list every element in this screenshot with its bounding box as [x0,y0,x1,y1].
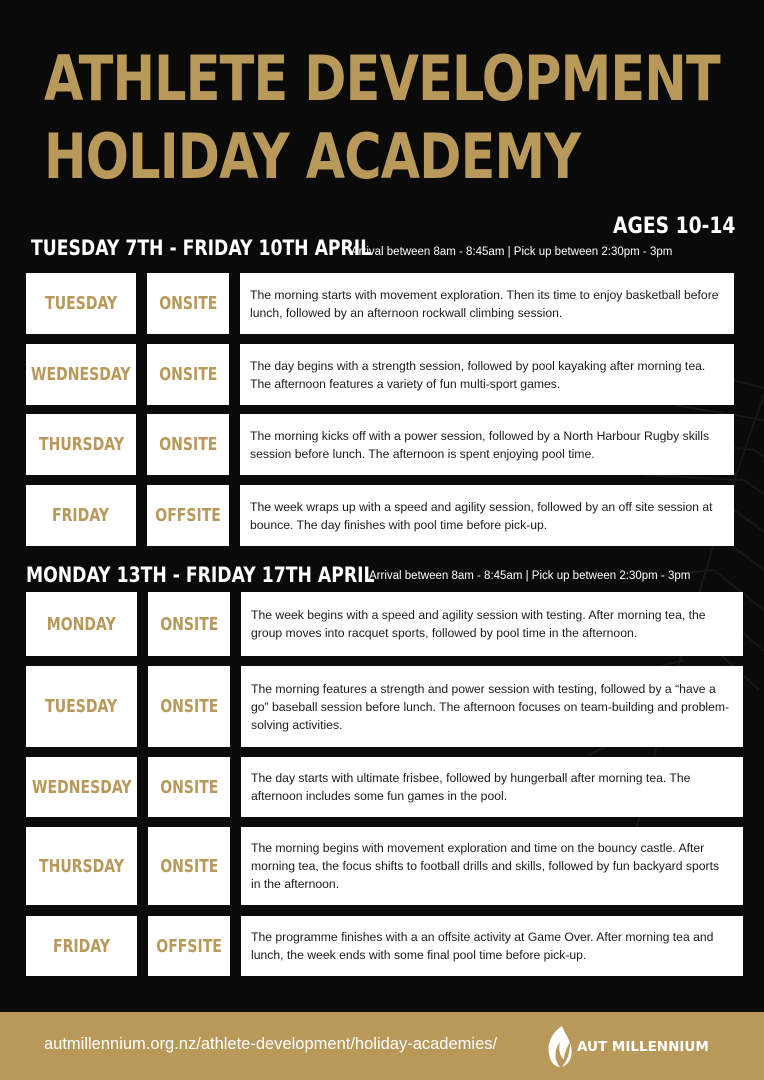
day-cell: THURSDAY [26,827,137,905]
aut-millennium-logo-text: AUT MILLENNIUM [577,1039,709,1055]
website-link[interactable]: autmillennium.org.nz/athlete-development/holiday-academies/ [44,1035,498,1053]
schedule-row [0,827,764,905]
week-1-arrival: Arrival between 8am - 8:45am | Pick up between 2:30pm - 3pm [351,246,673,258]
day-cell: TUESDAY [26,273,136,334]
schedule-row [0,592,764,656]
location-cell: ONSITE [148,666,230,747]
description-cell: The morning starts with movement exploration. Then its time to enjoy basketball before lunch, followed by an afternoon rockwall climbing session. [240,273,734,334]
aut-flame-logo-icon [542,1024,574,1068]
schedule-row [0,485,764,546]
description-cell: The morning kicks off with a power session, followed by a North Harbour Rugby skills session before lunch. The afternoon is spent enjoying pool time. [240,414,734,475]
description-cell: The day begins with a strength session, followed by pool kayaking after morning tea. The afternoon features a variety of fun multi-sport games. [240,344,734,405]
location-cell: OFFSITE [147,485,229,546]
day-cell: WEDNESDAY [26,344,136,405]
title-line-2: HOLIDAY ACADEMY [44,120,581,193]
schedule-row [0,757,764,817]
description-cell: The programme finishes with a an offsite activity at Game Over. After morning tea and lunch, the week ends with some final pool time before pick-up. [241,916,743,976]
week-1-heading: TUESDAY 7TH - FRIDAY 10TH APRIL [31,236,372,260]
week-2-arrival: Arrival between 8am - 8:45am | Pick up between 2:30pm - 3pm [369,570,691,582]
location-cell: ONSITE [148,827,230,905]
description-cell: The week begins with a speed and agility session with testing. After morning tea, the group moves into racquet sports, followed by pool time in the afternoon. [241,592,743,656]
day-cell: FRIDAY [26,485,136,546]
location-cell: ONSITE [148,757,230,817]
footer-bar [0,1012,764,1080]
schedule-row [0,666,764,747]
location-cell: OFFSITE [148,916,230,976]
ages-label: AGES 10-14 [613,214,736,239]
day-cell: WEDNESDAY [26,757,137,817]
day-cell: FRIDAY [26,916,137,976]
location-cell: ONSITE [147,414,229,475]
location-cell: ONSITE [147,273,229,334]
description-cell: The morning features a strength and power session with testing, followed by a “have a go” baseball session before lunch. The afternoon focuses on team-building and problem-solving activities. [241,666,743,747]
day-cell: THURSDAY [26,414,136,475]
location-cell: ONSITE [148,592,230,656]
schedule-row [0,344,764,405]
schedule-row [0,273,764,334]
description-cell: The morning begins with movement exploration and time on the bouncy castle. After morning tea, the focus shifts to football drills and skills, followed by fun backyard sports in the afternoon. [241,827,743,905]
location-cell: ONSITE [147,344,229,405]
day-cell: TUESDAY [26,666,137,747]
schedule-row [0,414,764,475]
schedule-row [0,916,764,976]
day-cell: MONDAY [26,592,137,656]
description-cell: The week wraps up with a speed and agility session, followed by an off site session at bounce. The day finishes with pool time before pick-up. [240,485,734,546]
week-2-heading: MONDAY 13TH - FRIDAY 17TH APRIL [26,563,375,587]
page-title [44,40,720,196]
title-line-1: ATHLETE DEVELOPMENT [44,42,720,115]
description-cell: The day starts with ultimate frisbee, followed by hungerball after morning tea. The afternoon includes some fun games in the pool. [241,757,743,817]
